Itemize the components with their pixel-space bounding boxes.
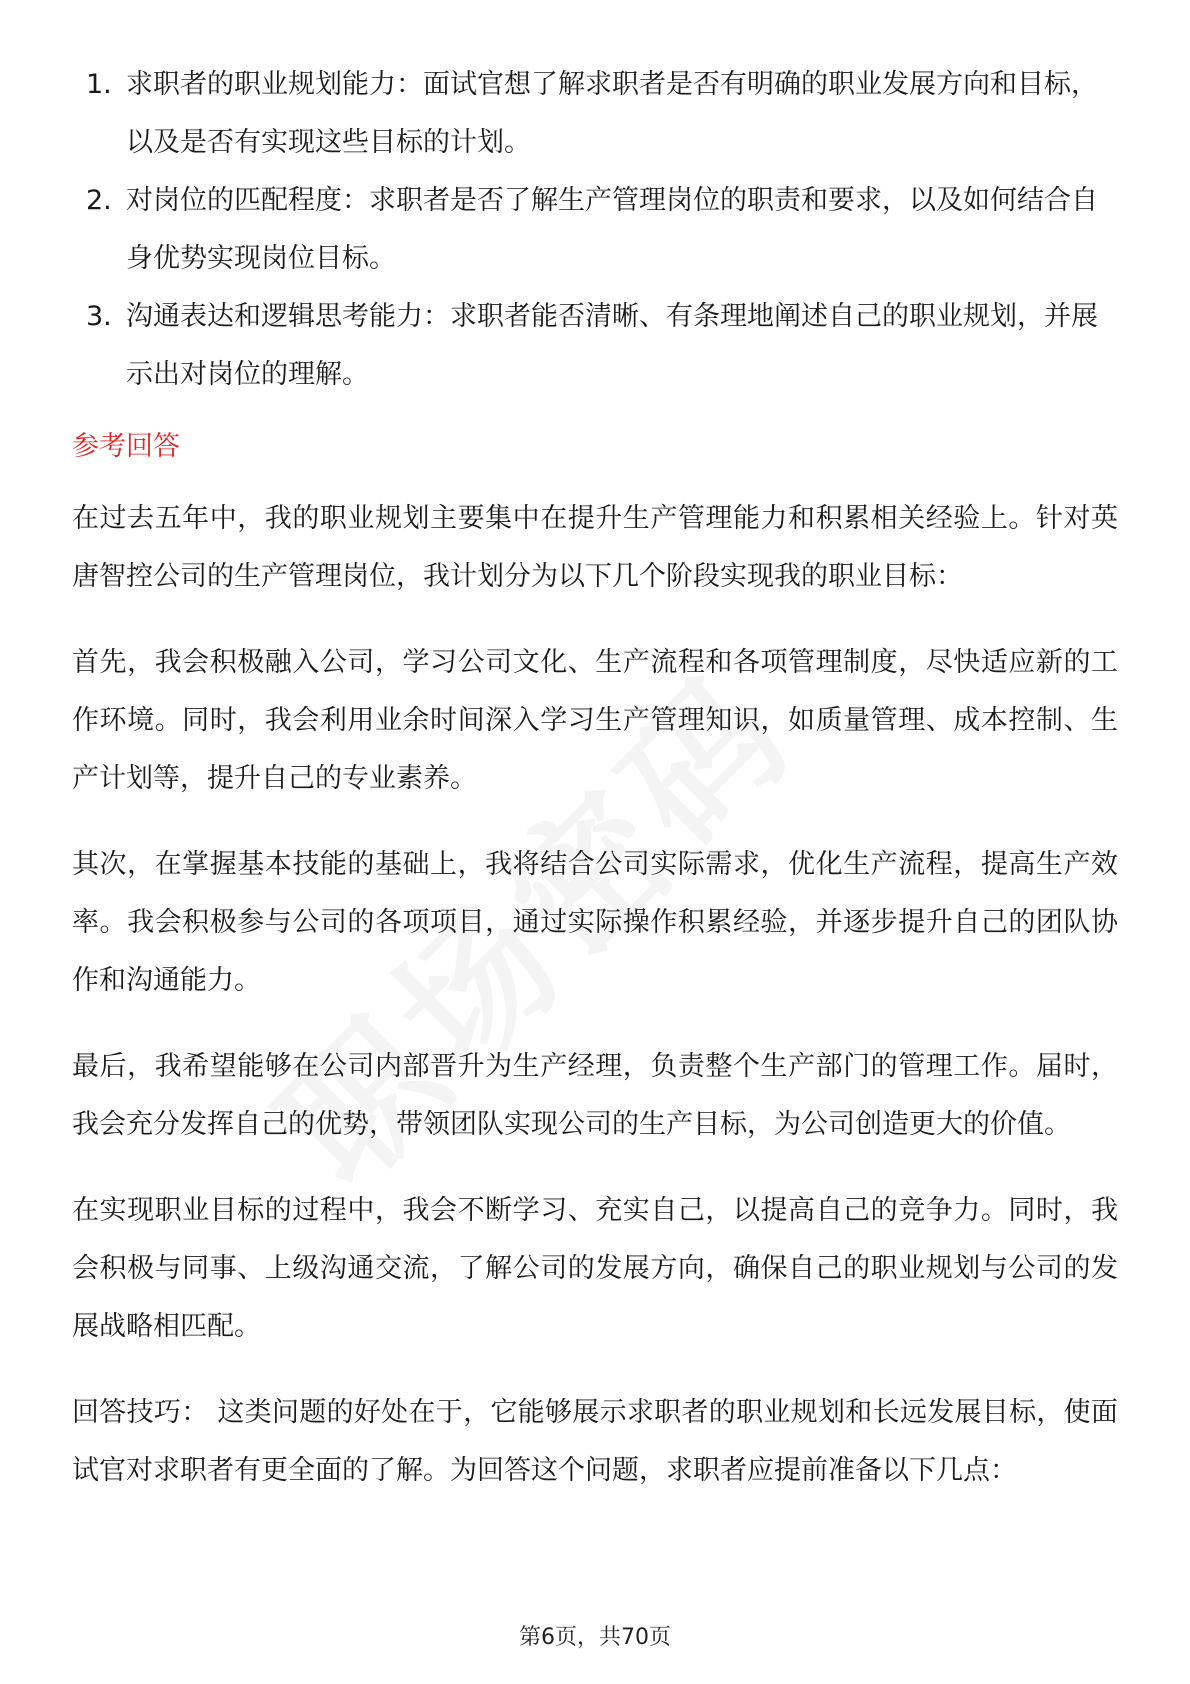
list-text: 求职者的职业规划能力：面试官想了解求职者是否有明确的职业发展方向和目标，以及是否有实现这些目标的计划。 [126, 69, 1098, 158]
list-text: 对岗位的匹配程度：求职者是否了解生产管理岗位的职责和要求，以及如何结合自身优势实现岗位目标。 [126, 185, 1098, 274]
list-number: 1. [86, 69, 112, 100]
paragraph: 首先，我会积极融入公司，学习公司文化、生产流程和各项管理制度，尽快适应新的工作环境。同时，我会利用业余时间深入学习生产管理知识，如质量管理、成本控制、生产计划等，提升自己的专业素养。 [72, 647, 1118, 794]
list-item [72, 288, 1118, 404]
paragraph: 在实现职业目标的过程中，我会不断学习、充实自己，以提高自己的竞争力。同时，我会积极与同事、上级沟通交流，了解公司的发展方向，确保自己的职业规划与公司的发展战略相匹配。 [72, 1195, 1118, 1342]
paragraph: 最后，我希望能够在公司内部晋升为生产经理，负责整个生产部门的管理工作。届时，我会充分发挥自己的优势，带领团队实现公司的生产目标，为公司创造更大的价值。 [72, 1051, 1118, 1140]
paragraph: 其次，在掌握基本技能的基础上，我将结合公司实际需求，优化生产流程，提高生产效率。我会积极参与公司的各项项目，通过实际操作积累经验，并逐步提升自己的团队协作和沟通能力。 [72, 849, 1118, 996]
page-footer: 第6页，共70页 [519, 1625, 671, 1650]
list-item [72, 56, 1118, 172]
list-item [72, 172, 1118, 288]
content [72, 56, 1118, 1528]
paragraph: 回答技巧： 这类问题的好处在于，它能够展示求职者的职业规划和长远发展目标，使面试官对求职者有更全面的了解。为回答这个问题，求职者应提前准备以下几点： [72, 1397, 1118, 1486]
section-heading: 参考回答 [72, 431, 180, 462]
list-number: 3. [86, 301, 112, 332]
list-number: 2. [86, 185, 112, 216]
list-text: 沟通表达和逻辑思考能力：求职者能否清晰、有条理地阐述自己的职业规划，并展示出对岗位的理解。 [126, 301, 1098, 390]
criteria-list [72, 56, 1118, 404]
paragraph: 在过去五年中，我的职业规划主要集中在提升生产管理能力和积累相关经验上。针对英唐智控公司的生产管理岗位，我计划分为以下几个阶段实现我的职业目标： [72, 503, 1118, 592]
